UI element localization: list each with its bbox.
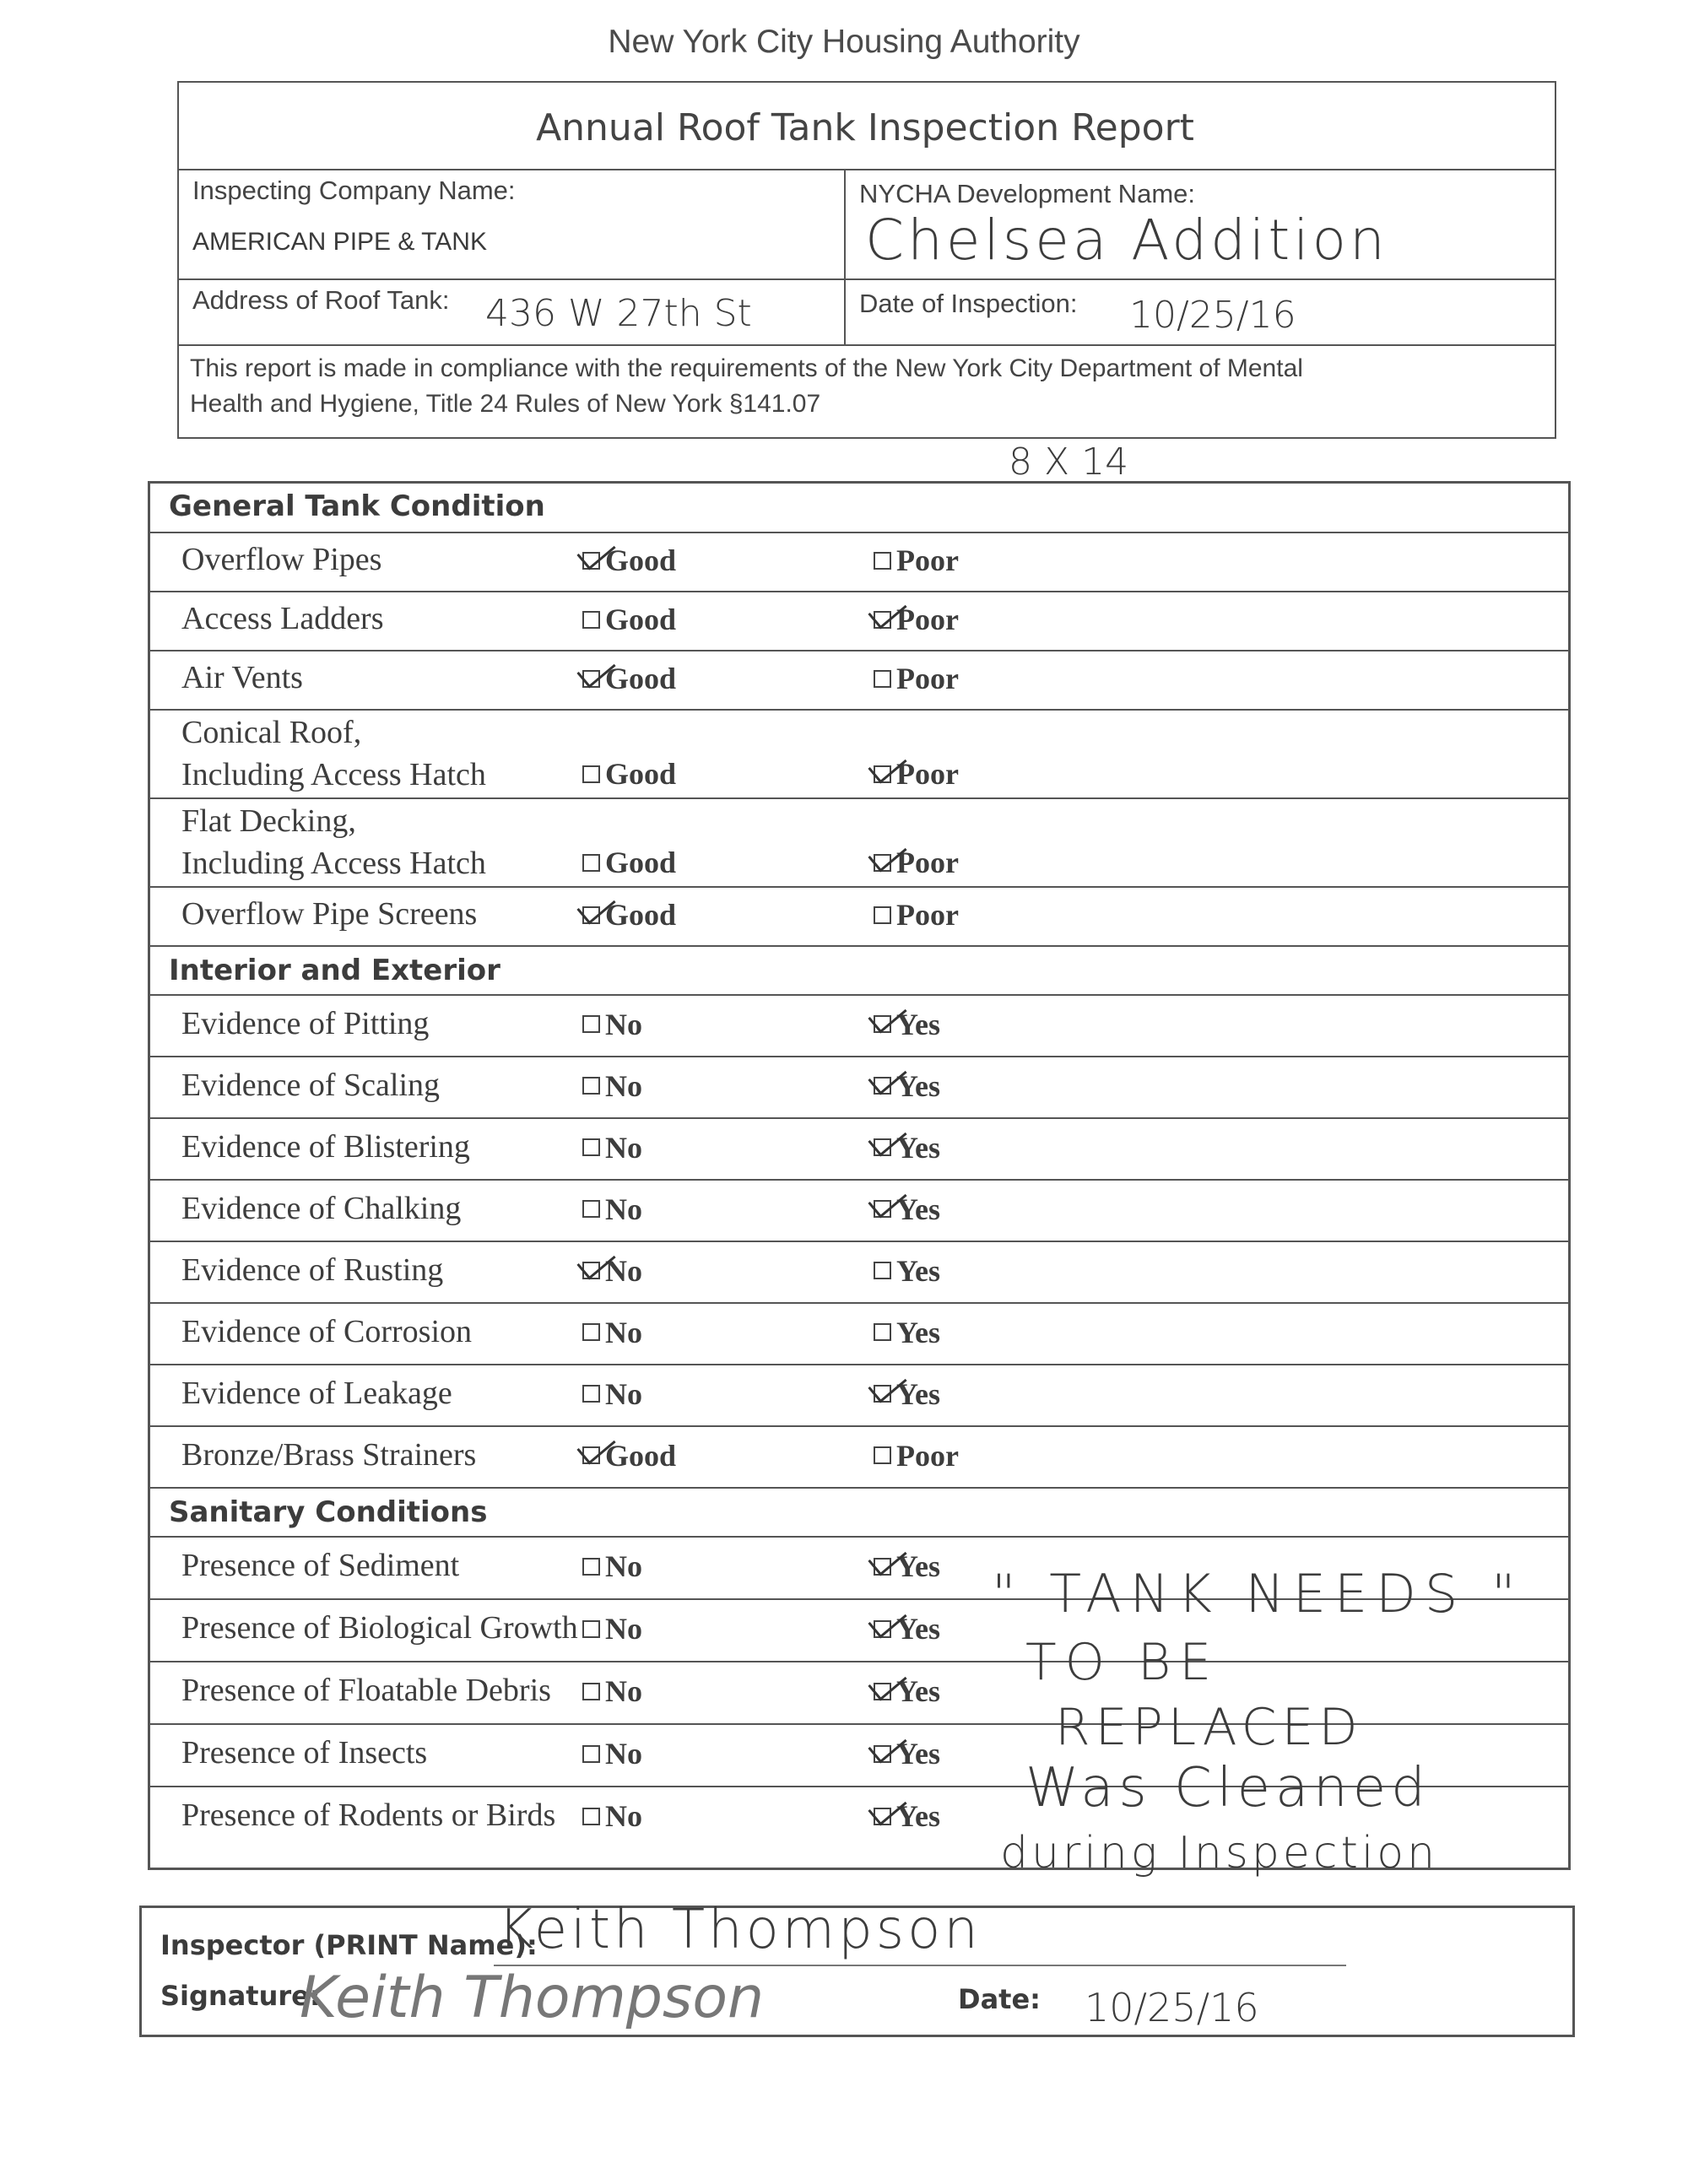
checked-checkbox-icon[interactable] bbox=[874, 1200, 891, 1218]
row-divider bbox=[148, 1487, 1571, 1489]
option-label: No bbox=[605, 1674, 642, 1708]
row-divider bbox=[148, 994, 1571, 996]
option-1[interactable] bbox=[582, 1315, 642, 1350]
option-1[interactable] bbox=[582, 1007, 642, 1042]
row-label: Evidence of Leakage bbox=[181, 1375, 452, 1411]
row-label: Bronze/Brass Strainers bbox=[181, 1436, 477, 1473]
row-label: Evidence of Chalking bbox=[181, 1190, 462, 1226]
checked-checkbox-icon[interactable] bbox=[874, 611, 891, 629]
checked-checkbox-icon[interactable] bbox=[582, 670, 600, 688]
inspector-label: Inspector (PRINT Name): bbox=[160, 1929, 538, 1961]
row-divider bbox=[148, 886, 1571, 888]
option-1[interactable] bbox=[582, 661, 676, 696]
option-label: Yes bbox=[896, 1737, 940, 1770]
option-label: Good bbox=[605, 898, 677, 932]
section-title-interior: Interior and Exterior bbox=[169, 954, 500, 987]
row-label: Evidence of Scaling bbox=[181, 1067, 441, 1103]
development-value[interactable]: Chelsea Addition bbox=[865, 208, 1388, 273]
checkbox-icon[interactable] bbox=[582, 1683, 600, 1700]
signature-label: Signature: bbox=[160, 1980, 321, 2012]
row-divider bbox=[148, 1241, 1571, 1242]
checkbox-icon[interactable] bbox=[582, 1138, 600, 1156]
option-2[interactable] bbox=[874, 1130, 940, 1165]
compliance-line-2: Health and Hygiene, Title 24 Rules of New York §141.07 bbox=[190, 390, 821, 418]
option-label: No bbox=[605, 1130, 642, 1165]
checked-checkbox-icon[interactable] bbox=[582, 552, 600, 570]
checked-checkbox-icon[interactable] bbox=[874, 1808, 891, 1825]
row-label: Air Vents bbox=[181, 660, 303, 695]
row-divider bbox=[148, 1179, 1571, 1181]
option-label: Good bbox=[605, 662, 677, 695]
option-2[interactable] bbox=[874, 661, 959, 696]
option-label: No bbox=[605, 1549, 642, 1583]
row-divider bbox=[148, 945, 1571, 947]
row-label: Overflow Pipes bbox=[181, 542, 382, 577]
row-divider bbox=[148, 1661, 1571, 1662]
address-label: Address of Roof Tank: bbox=[192, 285, 450, 315]
checkbox-icon[interactable] bbox=[582, 611, 600, 629]
sanitary-note-2: TO BE bbox=[1025, 1633, 1220, 1692]
option-label: Yes bbox=[896, 1674, 940, 1708]
checkbox-icon[interactable] bbox=[874, 906, 891, 924]
row-label: Presence of Insects bbox=[181, 1735, 428, 1770]
row-label-line2: Including Access Hatch bbox=[181, 757, 486, 792]
option-label: No bbox=[605, 1315, 642, 1349]
checked-checkbox-icon[interactable] bbox=[874, 1077, 891, 1095]
option-label: No bbox=[605, 1376, 642, 1411]
report-title: Annual Roof Tank Inspection Report bbox=[536, 106, 1194, 149]
checkbox-icon[interactable] bbox=[582, 1620, 600, 1638]
checked-checkbox-icon[interactable] bbox=[874, 1015, 891, 1033]
option-label: Poor bbox=[896, 846, 959, 879]
row-label: Evidence of Blistering bbox=[181, 1128, 470, 1165]
option-2[interactable] bbox=[874, 897, 959, 933]
checked-checkbox-icon[interactable] bbox=[874, 1138, 891, 1156]
signature[interactable]: Keith Thompson bbox=[300, 1965, 765, 2031]
option-label: Poor bbox=[896, 757, 959, 791]
option-2[interactable] bbox=[874, 543, 959, 578]
checkbox-icon[interactable] bbox=[582, 854, 600, 872]
option-label: Yes bbox=[896, 1612, 940, 1646]
checkbox-icon[interactable] bbox=[582, 1808, 600, 1825]
checked-checkbox-icon[interactable] bbox=[874, 1683, 891, 1700]
checked-checkbox-icon[interactable] bbox=[874, 854, 891, 872]
checked-checkbox-icon[interactable] bbox=[874, 1385, 891, 1403]
option-1[interactable] bbox=[582, 756, 676, 792]
company-value[interactable]: AMERICAN PIPE & TANK bbox=[192, 228, 487, 256]
option-1[interactable] bbox=[582, 897, 676, 933]
checkbox-icon[interactable] bbox=[874, 1446, 891, 1464]
option-label: No bbox=[605, 1007, 642, 1041]
option-1[interactable] bbox=[582, 1192, 642, 1227]
development-label: NYCHA Development Name: bbox=[859, 179, 1195, 208]
option-label: Poor bbox=[896, 543, 959, 577]
row-divider bbox=[148, 1117, 1571, 1119]
sanitary-note-4: Was Cleaned bbox=[1025, 1757, 1431, 1819]
signoff-date-label: Date: bbox=[958, 1983, 1041, 2015]
option-label: Yes bbox=[896, 1315, 940, 1349]
option-label: No bbox=[605, 1612, 642, 1646]
option-label: Yes bbox=[896, 1007, 940, 1041]
checkbox-icon[interactable] bbox=[582, 1200, 600, 1218]
row-label: Overflow Pipe Screens bbox=[181, 896, 478, 932]
section-title-sanitary: Sanitary Conditions bbox=[169, 1495, 488, 1529]
option-1[interactable] bbox=[582, 1376, 642, 1412]
option-label: No bbox=[605, 1068, 642, 1103]
option-label: Good bbox=[605, 757, 677, 791]
checked-checkbox-icon[interactable] bbox=[582, 906, 600, 924]
option-1[interactable] bbox=[582, 1611, 642, 1646]
option-1[interactable] bbox=[582, 1438, 676, 1473]
option-2[interactable] bbox=[874, 1736, 940, 1771]
row-label: Evidence of Rusting bbox=[181, 1251, 444, 1288]
checkbox-icon[interactable] bbox=[874, 1262, 891, 1279]
row-label: Access Ladders bbox=[181, 601, 384, 636]
option-2[interactable] bbox=[874, 1438, 959, 1473]
organization-title: New York City Housing Authority bbox=[608, 24, 1080, 60]
divider bbox=[177, 278, 1555, 280]
checkbox-icon[interactable] bbox=[582, 1558, 600, 1576]
option-label: No bbox=[605, 1799, 642, 1833]
compliance-line-1: This report is made in compliance with the requirements of the New York City Department of Mental bbox=[190, 354, 1303, 382]
row-divider bbox=[148, 1536, 1571, 1538]
checkbox-icon[interactable] bbox=[582, 1745, 600, 1763]
option-1[interactable] bbox=[582, 1253, 642, 1289]
checked-checkbox-icon[interactable] bbox=[874, 1620, 891, 1638]
checked-checkbox-icon[interactable] bbox=[582, 1262, 600, 1279]
divider bbox=[177, 344, 1555, 346]
option-2[interactable] bbox=[874, 1315, 940, 1350]
option-1[interactable] bbox=[582, 1068, 642, 1104]
option-label: Poor bbox=[896, 1438, 959, 1473]
row-divider bbox=[148, 650, 1571, 651]
date-value[interactable]: 10/25/16 bbox=[1129, 294, 1296, 337]
option-2[interactable] bbox=[874, 756, 959, 792]
row-label: Presence of Biological Growth bbox=[181, 1610, 578, 1646]
row-divider bbox=[148, 1364, 1571, 1365]
row-label: Evidence of Corrosion bbox=[181, 1313, 473, 1349]
option-label: Good bbox=[605, 1438, 677, 1473]
option-1[interactable] bbox=[582, 1798, 642, 1834]
option-1[interactable] bbox=[582, 1736, 642, 1771]
option-label: Yes bbox=[896, 1253, 940, 1288]
checked-checkbox-icon[interactable] bbox=[874, 1745, 891, 1763]
option-2[interactable] bbox=[874, 1611, 940, 1646]
row-label: Flat Decking, bbox=[181, 803, 356, 839]
option-label: Good bbox=[605, 543, 677, 577]
row-label: Conical Roof, bbox=[181, 715, 362, 750]
checkbox-icon[interactable] bbox=[582, 1015, 600, 1033]
option-2[interactable] bbox=[874, 1253, 940, 1289]
checked-checkbox-icon[interactable] bbox=[874, 1558, 891, 1576]
checkbox-icon[interactable] bbox=[582, 1077, 600, 1095]
option-label: Yes bbox=[896, 1068, 940, 1103]
option-2[interactable] bbox=[874, 845, 959, 880]
option-label: Poor bbox=[896, 603, 959, 636]
signoff-date[interactable]: 10/25/16 bbox=[1085, 1985, 1259, 2030]
option-1[interactable] bbox=[582, 1549, 642, 1584]
option-label: Poor bbox=[896, 662, 959, 695]
option-label: Yes bbox=[896, 1376, 940, 1411]
option-label: No bbox=[605, 1253, 642, 1288]
sanitary-note-1: " TANK NEEDS " bbox=[992, 1563, 1524, 1624]
tank-size-note: 8 X 14 bbox=[1009, 441, 1129, 484]
row-label-line2: Including Access Hatch bbox=[181, 846, 486, 881]
option-2[interactable] bbox=[874, 1673, 940, 1709]
checkbox-icon[interactable] bbox=[874, 670, 891, 688]
row-label: Presence of Floatable Debris bbox=[181, 1673, 551, 1708]
option-2[interactable] bbox=[874, 602, 959, 637]
section-title-general: General Tank Condition bbox=[169, 489, 545, 523]
row-divider bbox=[148, 1056, 1571, 1057]
option-1[interactable] bbox=[582, 845, 676, 880]
option-label: No bbox=[605, 1192, 642, 1226]
option-label: Yes bbox=[896, 1192, 940, 1226]
checked-checkbox-icon[interactable] bbox=[582, 1446, 600, 1464]
option-2[interactable] bbox=[874, 1549, 940, 1584]
checkbox-icon[interactable] bbox=[874, 1323, 891, 1341]
row-label: Presence of Sediment bbox=[181, 1548, 460, 1583]
sanitary-note-5: during Inspection bbox=[1000, 1828, 1439, 1879]
checkbox-icon[interactable] bbox=[582, 1385, 600, 1403]
company-label: Inspecting Company Name: bbox=[192, 176, 516, 205]
option-1[interactable] bbox=[582, 543, 676, 578]
option-1[interactable] bbox=[582, 1673, 642, 1709]
option-2[interactable] bbox=[874, 1192, 940, 1227]
option-2[interactable] bbox=[874, 1007, 940, 1042]
row-label: Evidence of Pitting bbox=[181, 1005, 430, 1041]
row-divider bbox=[148, 591, 1571, 592]
date-label: Date of Inspection: bbox=[859, 289, 1078, 318]
option-label: No bbox=[605, 1737, 642, 1770]
option-2[interactable] bbox=[874, 1798, 940, 1834]
checked-checkbox-icon[interactable] bbox=[874, 765, 891, 783]
option-label: Good bbox=[605, 846, 677, 879]
checkbox-icon[interactable] bbox=[582, 765, 600, 783]
option-1[interactable] bbox=[582, 602, 676, 637]
inspector-name[interactable]: Keith Thompson bbox=[498, 1899, 982, 1961]
divider bbox=[177, 169, 1555, 170]
option-2[interactable] bbox=[874, 1068, 940, 1104]
option-label: Yes bbox=[896, 1130, 940, 1165]
row-divider bbox=[148, 1425, 1571, 1427]
address-value[interactable]: 436 W 27th St bbox=[485, 292, 752, 335]
row-divider bbox=[148, 709, 1571, 711]
row-label: Presence of Rodents or Birds bbox=[181, 1797, 556, 1833]
checkbox-icon[interactable] bbox=[874, 552, 891, 570]
option-label: Yes bbox=[896, 1799, 940, 1833]
option-1[interactable] bbox=[582, 1130, 642, 1165]
row-divider bbox=[148, 797, 1571, 799]
option-label: Good bbox=[605, 603, 677, 636]
row-divider bbox=[148, 532, 1571, 533]
checkbox-icon[interactable] bbox=[582, 1323, 600, 1341]
option-2[interactable] bbox=[874, 1376, 940, 1412]
row-divider bbox=[148, 1302, 1571, 1304]
option-label: Poor bbox=[896, 898, 959, 932]
option-label: Yes bbox=[896, 1549, 940, 1583]
sanitary-note-3: REPLACED bbox=[1055, 1698, 1363, 1757]
divider bbox=[844, 169, 846, 346]
